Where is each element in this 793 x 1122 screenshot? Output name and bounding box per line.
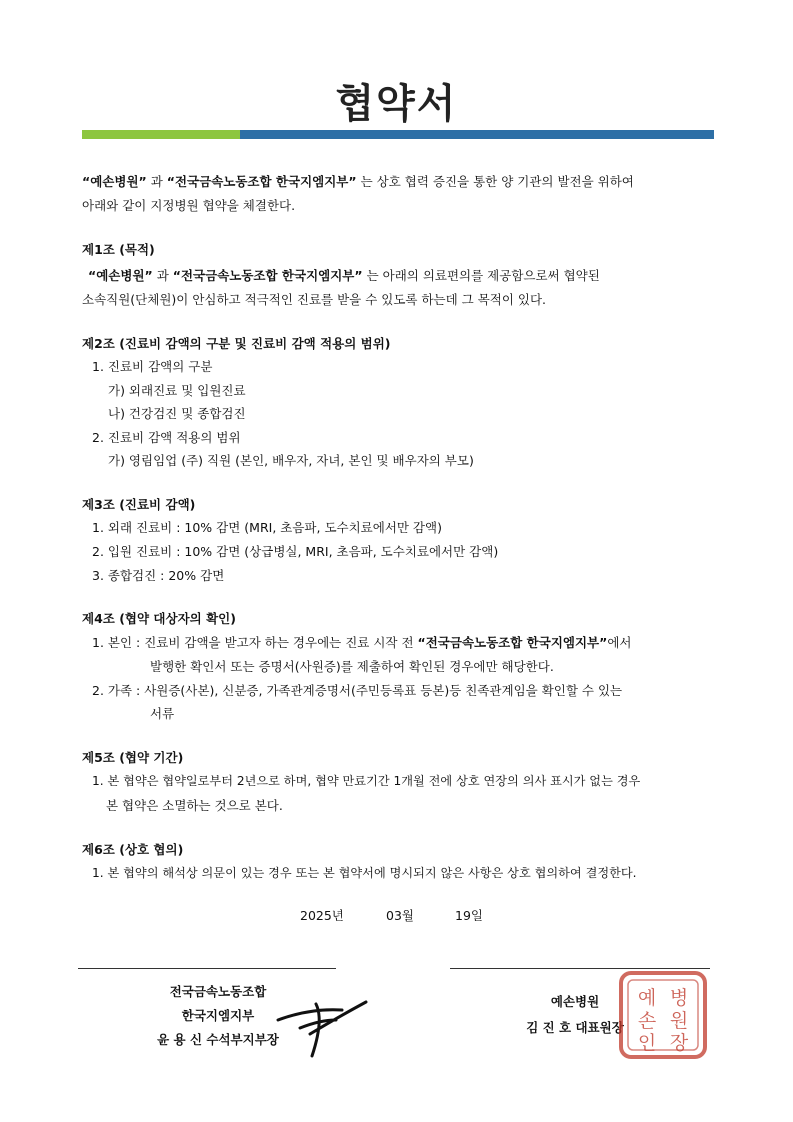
article-3-item: 3. 종합검진 : 20% 감면 [92,568,225,583]
article-2-item: 나) 건강검진 및 종합검진 [108,406,246,421]
article-4-item-1-cont: 발행한 확인서 또는 증명서(사원증)를 제출하여 확인된 경우에만 해당한다. [150,659,554,674]
article-2-item: 가) 영림임업 (주) 직원 (본인, 배우자, 자녀, 본인 및 배우자의 부모) [108,453,474,468]
article-2-title: 제2조 (진료비 감액의 구분 및 진료비 감액 적용의 범위) [82,336,391,351]
article-3-item: 2. 입원 진료비 : 10% 감면 (상급병실, MRI, 초음파, 도수치료에서만 감액) [92,544,499,559]
intro-paragraph [82,170,722,218]
title-rule-blue [240,130,714,139]
right-signatory-name: 김 진 호 대표원장 [526,1020,624,1035]
intro-line-1: “예손병원” 과 “전국금속노동조합 한국지엠지부” 는 상호 협력 증진을 통한 양 기관의 발전을 위하여 [82,174,634,189]
svg-text:예: 예 [637,987,657,1009]
hospital-seal-stamp [617,969,709,1061]
article-4-item-1: 1. 본인 : 진료비 감액을 받고자 하는 경우에는 진료 시작 전 “전국금속노동조합 한국지엠지부”에서 [92,635,632,650]
article-1-line-2: 소속직원(단체원)이 안심하고 적극적인 진료를 받을 수 있도록 하는데 그 목적이 있다. [82,292,547,307]
article-2-item: 2. 진료비 감액 적용의 범위 [92,430,241,445]
right-signatory-org: 예손병원 [550,994,600,1009]
date-month: 03월 [386,908,414,923]
document-title: 협약서 [335,81,458,127]
article-5-item-1-cont: 본 협약은 소멸하는 것으로 본다. [106,798,283,813]
title-rule-green [82,130,240,139]
svg-text:병: 병 [669,987,689,1009]
svg-text:장: 장 [669,1032,689,1054]
date-day: 19일 [455,908,483,923]
article-4-item-2: 2. 가족 : 사원증(사본), 신분증, 가족관계증명서(주민등록표 등본)등 친족관계임을 확인할 수 있는 [92,683,623,698]
article-1-title: 제1조 (목적) [82,242,155,257]
article-4-item-2-cont: 서류 [150,706,175,721]
article-2-item: 가) 외래진료 및 입원진료 [108,383,246,398]
left-signatory-name: 윤 용 신 수석부지부장 [157,1032,279,1047]
handwritten-signature [270,990,370,1060]
signature-line-left [78,968,336,969]
left-signatory-org: 전국금속노동조합 [169,984,267,999]
article-6-title: 제6조 (상호 협의) [82,842,184,857]
intro-line-2: 아래와 같이 지정병원 협약을 체결한다. [82,198,296,213]
article-3-item: 1. 외래 진료비 : 10% 감면 (MRI, 초음파, 도수치료에서만 감액) [92,520,442,535]
svg-text:손: 손 [637,1010,657,1032]
article-4-title: 제4조 (협약 대상자의 확인) [82,611,236,626]
article-6-item-1: 1. 본 협약의 해석상 의문이 있는 경우 또는 본 협약서에 명시되지 않은 사항은 상호 협의하여 결정한다. [92,866,637,880]
left-signatory-branch: 한국지엠지부 [181,1008,255,1023]
svg-text:원: 원 [669,1010,689,1032]
article-5-title: 제5조 (협약 기간) [82,750,184,765]
article-1-line-1: “예손병원” 과 “전국금속노동조합 한국지엠지부” 는 아래의 의료편의를 제공함으로써 협약된 [88,268,600,283]
svg-text:인: 인 [637,1032,657,1054]
article-3-title: 제3조 (진료비 감액) [82,497,196,512]
date-year: 2025년 [300,908,344,923]
article-5-item-1: 1. 본 협약은 협약일로부터 2년으로 하며, 협약 만료기간 1개월 전에 상호 연장의 의사 표시가 없는 경우 [92,774,641,788]
article-2-item: 1. 진료비 감액의 구분 [92,359,213,374]
